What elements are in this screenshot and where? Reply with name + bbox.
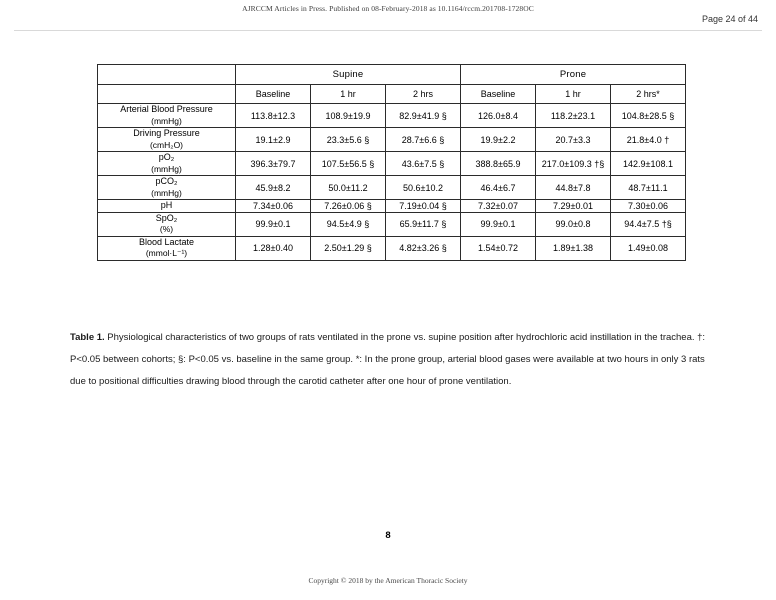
table-row — [98, 128, 686, 152]
row-unit-text: (%) — [159, 224, 174, 234]
page-folio-number: 8 — [385, 530, 391, 541]
cell-value: 1.54±0.72 — [461, 236, 536, 260]
cell-value: 99.9±0.1 — [236, 212, 311, 236]
cell-value: 396.3±79.7 — [236, 152, 311, 176]
group-header-prone: Prone — [461, 65, 686, 85]
table-row — [98, 104, 686, 128]
cell-value: 107.5±56.5 § — [311, 152, 386, 176]
cell-value: 7.32±0.07 — [461, 200, 536, 213]
row-unit-text: (mmHg) — [151, 187, 182, 198]
cell-value: 28.7±6.6 § — [386, 128, 461, 152]
row-label-text: Blood Lactate — [138, 236, 195, 247]
cell-value: 7.29±0.01 — [536, 200, 611, 213]
table-row — [98, 176, 686, 200]
column-header-prone-1hr: 1 hr — [536, 85, 611, 104]
cell-value: 82.9±41.9 § — [386, 104, 461, 128]
row-label-text: pO₂ — [158, 152, 175, 162]
cell-value: 1.49±0.08 — [611, 236, 686, 260]
row-label-blood-lactate — [98, 236, 236, 260]
cell-value: 99.9±0.1 — [461, 212, 536, 236]
journal-citation-header: AJRCCM Articles in Press. Published on 08-February-2018 as 10.1164/rccm.201708-1728OC — [242, 4, 534, 13]
cell-value: 217.0±109.3 †§ — [536, 152, 611, 176]
cell-value: 7.34±0.06 — [236, 200, 311, 213]
table-body — [98, 104, 686, 261]
row-label-driving-pressure — [98, 128, 236, 152]
cell-value: 43.6±7.5 § — [386, 152, 461, 176]
table-row — [98, 212, 686, 236]
group-header-supine: Supine — [236, 65, 461, 85]
row-unit-text: (mmol·L⁻¹) — [145, 248, 188, 258]
header-divider — [14, 30, 762, 31]
cell-value: 19.1±2.9 — [236, 128, 311, 152]
cell-value: 19.9±2.2 — [461, 128, 536, 152]
cell-value: 142.9±108.1 — [611, 152, 686, 176]
cell-value: 46.4±6.7 — [461, 176, 536, 200]
column-header-corner — [98, 85, 236, 104]
table-row — [98, 236, 686, 260]
cell-value: 7.19±0.04 § — [386, 200, 461, 213]
cell-value: 48.7±11.1 — [611, 176, 686, 200]
cell-value: 1.28±0.40 — [236, 236, 311, 260]
row-label-text: Arterial Blood Pressure — [120, 104, 213, 114]
row-label-spo2 — [98, 212, 236, 236]
table-caption-text: Physiological characteristics of two groups of rats ventilated in the prone vs. supine position after hydrochloric acid instillation in the trachea. †: P<0.05 between cohorts; §: P<0.05 vs. baseline in the same group. *: In the prone group, arterial blood gases were available at two hours in only 3 rats due to positional difficulties drawing blood through the carotid catheter after one hour of prone ventilation. — [70, 332, 706, 387]
cell-value: 99.0±0.8 — [536, 212, 611, 236]
page-indicator: Page 24 of 44 — [701, 14, 758, 24]
column-header-supine-1hr: 1 hr — [311, 85, 386, 104]
table-column-header-row — [98, 85, 686, 104]
table-caption-label: Table 1. — [70, 332, 105, 343]
cell-value: 388.8±65.9 — [461, 152, 536, 176]
cell-value: 50.0±11.2 — [311, 176, 386, 200]
row-label-text: pCO₂ — [155, 176, 178, 186]
row-unit-text: (mmHg) — [151, 115, 182, 126]
row-label-po2 — [98, 152, 236, 176]
cell-value: 118.2±23.1 — [536, 104, 611, 128]
physiology-table-container — [97, 64, 685, 261]
row-label-text: Driving Pressure — [133, 128, 200, 138]
group-header-corner — [98, 65, 236, 85]
physiology-table — [97, 64, 686, 261]
row-label-ph — [98, 200, 236, 213]
column-header-prone-baseline: Baseline — [461, 85, 536, 104]
table-row — [98, 200, 686, 213]
table-group-header-row — [98, 65, 686, 85]
cell-value: 44.8±7.8 — [536, 176, 611, 200]
cell-value: 4.82±3.26 § — [386, 236, 461, 260]
table-caption — [70, 327, 706, 393]
column-header-prone-2hrs: 2 hrs* — [611, 85, 686, 104]
table-row — [98, 152, 686, 176]
column-header-supine-2hrs: 2 hrs — [386, 85, 461, 104]
cell-value: 108.9±19.9 — [311, 104, 386, 128]
cell-value: 20.7±3.3 — [536, 128, 611, 152]
cell-value: 65.9±11.7 § — [386, 212, 461, 236]
cell-value: 23.3±5.6 § — [311, 128, 386, 152]
row-label-arterial-blood-pressure — [98, 104, 236, 128]
cell-value: 113.8±12.3 — [236, 104, 311, 128]
cell-value: 7.26±0.06 § — [311, 200, 386, 213]
row-label-text: pH — [160, 200, 173, 210]
column-header-supine-baseline: Baseline — [236, 85, 311, 104]
row-label-text: SpO₂ — [155, 212, 178, 223]
row-unit-text: (mmHg) — [151, 163, 182, 174]
cell-value: 104.8±28.5 § — [611, 104, 686, 128]
cell-value: 7.30±0.06 — [611, 200, 686, 213]
cell-value: 1.89±1.38 — [536, 236, 611, 260]
copyright-notice: Copyright © 2018 by the American Thoracic Society — [308, 576, 468, 585]
cell-value: 94.4±7.5 †§ — [611, 212, 686, 236]
cell-value: 45.9±8.2 — [236, 176, 311, 200]
cell-value: 2.50±1.29 § — [311, 236, 386, 260]
row-label-pco2 — [98, 176, 236, 200]
cell-value: 21.8±4.0 † — [611, 128, 686, 152]
cell-value: 50.6±10.2 — [386, 176, 461, 200]
cell-value: 126.0±8.4 — [461, 104, 536, 128]
row-unit-text: (cmH₂O) — [149, 139, 184, 150]
cell-value: 94.5±4.9 § — [311, 212, 386, 236]
